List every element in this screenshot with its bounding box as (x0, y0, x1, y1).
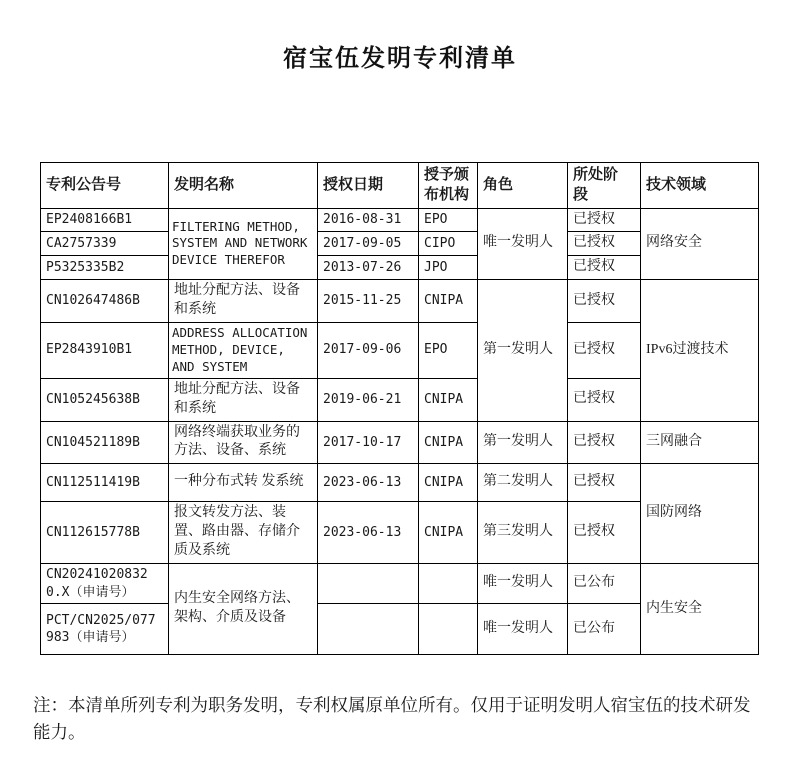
stage-cell: 已授权 (568, 421, 641, 464)
patent-number-cell: CN104521189B (41, 421, 169, 464)
grant-date-cell: 2016-08-31 (318, 208, 419, 232)
role-cell: 唯一发明人 (478, 604, 568, 655)
table-header-row (41, 163, 759, 209)
invention-name-cell: 地址分配方法、设备和系统 (169, 280, 318, 323)
patent-number-cell: CN112511419B (41, 464, 169, 502)
agency-cell: CIPO (419, 232, 478, 256)
stage-cell: 已授权 (568, 208, 641, 232)
agency-cell: EPO (419, 208, 478, 232)
invention-name-cell: 地址分配方法、设备和系统 (169, 378, 318, 421)
table-row (41, 208, 759, 232)
page-title: 宿宝伍发明专利清单 (283, 45, 517, 72)
patent-number-cell: PCT/CN2025/077983（申请号） (41, 604, 169, 655)
agency-cell: CNIPA (419, 280, 478, 323)
stage-cell: 已授权 (568, 502, 641, 564)
agency-cell: CNIPA (419, 421, 478, 464)
patent-number-cell: CN202410208320.X（申请号） (41, 564, 169, 604)
stage-cell: 已授权 (568, 378, 641, 421)
tech-field-cell: IPv6过渡技术 (641, 280, 759, 421)
role-cell: 第一发明人 (478, 421, 568, 464)
header-stage: 所处阶段 (568, 163, 641, 209)
role-cell: 唯一发明人 (478, 208, 568, 280)
stage-cell: 已授权 (568, 280, 641, 323)
role-cell: 第一发明人 (478, 280, 568, 421)
grant-date-cell: 2017-09-05 (318, 232, 419, 256)
patent-list-table (40, 162, 759, 655)
patent-number-cell: CN112615778B (41, 502, 169, 564)
patent-number-cell: EP2843910B1 (41, 322, 169, 378)
agency-cell: CNIPA (419, 464, 478, 502)
stage-cell: 已公布 (568, 604, 641, 655)
agency-cell: EPO (419, 322, 478, 378)
patent-number-cell: CN102647486B (41, 280, 169, 323)
agency-cell (419, 604, 478, 655)
stage-cell: 已授权 (568, 322, 641, 378)
grant-date-cell (318, 564, 419, 604)
agency-cell: CNIPA (419, 502, 478, 564)
tech-field-cell: 国防网络 (641, 464, 759, 564)
header-invention-name: 发明名称 (169, 163, 318, 209)
invention-name-cell: 报文转发方法、装置、路由器、存储介质及系统 (169, 502, 318, 564)
header-agency: 授予颁布机构 (419, 163, 478, 209)
tech-field-cell: 内生安全 (641, 564, 759, 655)
tech-field-cell: 三网融合 (641, 421, 759, 464)
table-row (41, 464, 759, 502)
invention-name-cell: 一种分布式转 发系统 (169, 464, 318, 502)
grant-date-cell: 2013-07-26 (318, 256, 419, 280)
patent-number-cell: CA2757339 (41, 232, 169, 256)
role-cell: 第二发明人 (478, 464, 568, 502)
header-grant-date: 授权日期 (318, 163, 419, 209)
footnote: 注：本清单所列专利为职务发明，专利权属原单位所有。仅用于证明发明人宿宝伍的技术研发能力。 (33, 695, 751, 743)
grant-date-cell: 2015-11-25 (318, 280, 419, 323)
grant-date-cell (318, 604, 419, 655)
grant-date-cell: 2017-10-17 (318, 421, 419, 464)
invention-name-cell: FILTERING METHOD, SYSTEM AND NETWORK DEVICE THEREFOR (169, 208, 318, 280)
grant-date-cell: 2017-09-06 (318, 322, 419, 378)
grant-date-cell: 2023-06-13 (318, 502, 419, 564)
stage-cell: 已授权 (568, 256, 641, 280)
invention-name-cell: 内生安全网络方法、架构、介质及设备 (169, 564, 318, 655)
tech-field-cell: 网络安全 (641, 208, 759, 280)
patent-number-cell: CN105245638B (41, 378, 169, 421)
role-cell: 唯一发明人 (478, 564, 568, 604)
header-tech-field: 技术领域 (641, 163, 759, 209)
patent-number-cell: P5325335B2 (41, 256, 169, 280)
header-patent-number: 专利公告号 (41, 163, 169, 209)
stage-cell: 已授权 (568, 232, 641, 256)
grant-date-cell: 2019-06-21 (318, 378, 419, 421)
role-cell: 第三发明人 (478, 502, 568, 564)
agency-cell: CNIPA (419, 378, 478, 421)
invention-name-cell: 网络终端获取业务的方法、设备、系统 (169, 421, 318, 464)
invention-name-cell: ADDRESS ALLOCATION METHOD, DEVICE, AND SYSTEM (169, 322, 318, 378)
header-role: 角色 (478, 163, 568, 209)
stage-cell: 已公布 (568, 564, 641, 604)
agency-cell: JPO (419, 256, 478, 280)
grant-date-cell: 2023-06-13 (318, 464, 419, 502)
table-row (41, 564, 759, 604)
agency-cell (419, 564, 478, 604)
table-row (41, 280, 759, 323)
patent-number-cell: EP2408166B1 (41, 208, 169, 232)
table-row (41, 421, 759, 464)
stage-cell: 已授权 (568, 464, 641, 502)
